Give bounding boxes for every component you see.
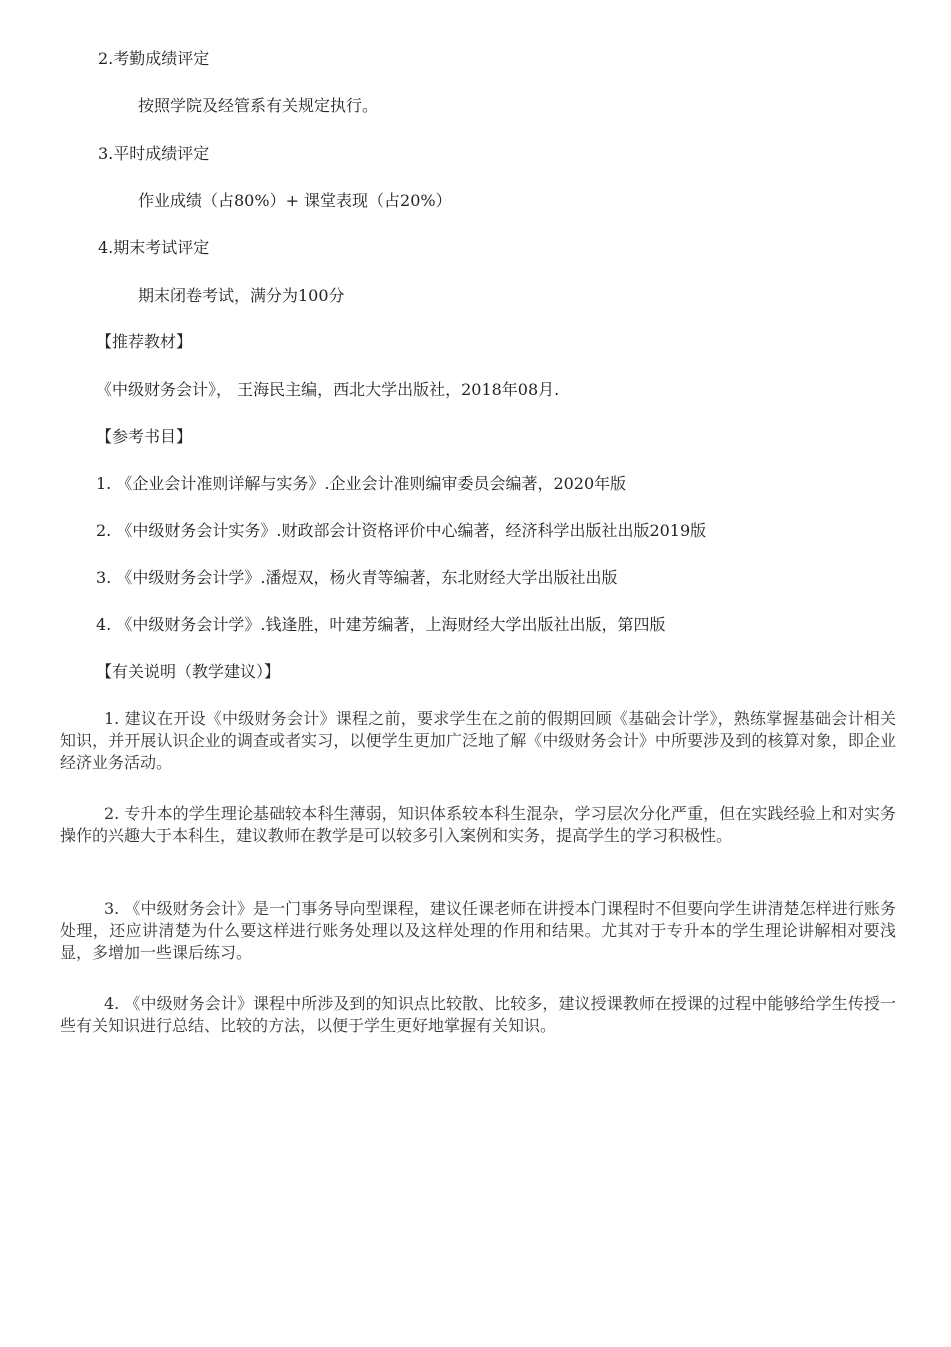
note-paragraph-4: 4. 《中级财务会计》课程中所涉及到的知识点比较散、比较多，建议授课教师在授课的过程中能够给学生传授一些有关知识进行总结、比较的方法，以便于学生更好地掌握有关知识。 <box>60 994 896 1035</box>
item-4-title: 4.期末考试评定 <box>98 238 210 257</box>
references-heading: 【参考书目】 <box>96 427 193 446</box>
item-4-body: 期末闭卷考试，满分为100分 <box>138 286 345 305</box>
note-paragraph-2: 2. 专升本的学生理论基础较本科生薄弱，知识体系较本科生混杂，学习层次分化严重，但在实践经验上和对实务操作的兴趣大于本科生，建议教师在教学是可以较多引入案例和实务，提高学生的学习积极性。 <box>60 804 896 845</box>
textbook-entry: 《中级财务会计》， 王海民主编，西北大学出版社，2018年08月. <box>96 380 560 399</box>
reference-item-3: 3. 《中级财务会计学》.潘煜双，杨火青等编著，东北财经大学出版社出版 <box>96 568 618 587</box>
reference-item-2: 2. 《中级财务会计实务》.财政部会计资格评价中心编著，经济科学出版社出版2019版 <box>96 521 707 540</box>
item-3-title: 3.平时成绩评定 <box>98 144 210 163</box>
item-2-body: 按照学院及经管系有关规定执行。 <box>138 96 379 115</box>
item-2-title: 2.考勤成绩评定 <box>98 49 210 68</box>
item-3-body: 作业成绩（占80%）+ 课堂表现（占20%） <box>138 191 452 210</box>
reference-item-1: 1. 《企业会计准则详解与实务》.企业会计准则编审委员会编著，2020年版 <box>96 474 627 493</box>
reference-item-4: 4. 《中级财务会计学》.钱逢胜，叶建芳编著，上海财经大学出版社出版，第四版 <box>96 615 666 634</box>
note-paragraph-3: 3. 《中级财务会计》是一门事务导向型课程，建议任课老师在讲授本门课程时不但要向学生讲清楚怎样进行账务处理，还应讲清楚为什么要这样进行账务处理以及这样处理的作用和结果。尤其对于专升本的学生理论讲解相对要浅显，多增加一些课后练习。 <box>60 899 896 962</box>
note-paragraph-1: 1. 建议在开设《中级财务会计》课程之前，要求学生在之前的假期回顾《基础会计学》，熟练掌握基础会计相关知识，并开展认识企业的调查或者实习，以便学生更加广泛地了解《中级财务会计》中所要涉及到的核算对象，即企业经济业务活动。 <box>60 709 896 772</box>
textbook-heading: 【推荐教材】 <box>96 332 193 351</box>
notes-heading: 【有关说明（教学建议）】 <box>96 662 281 681</box>
